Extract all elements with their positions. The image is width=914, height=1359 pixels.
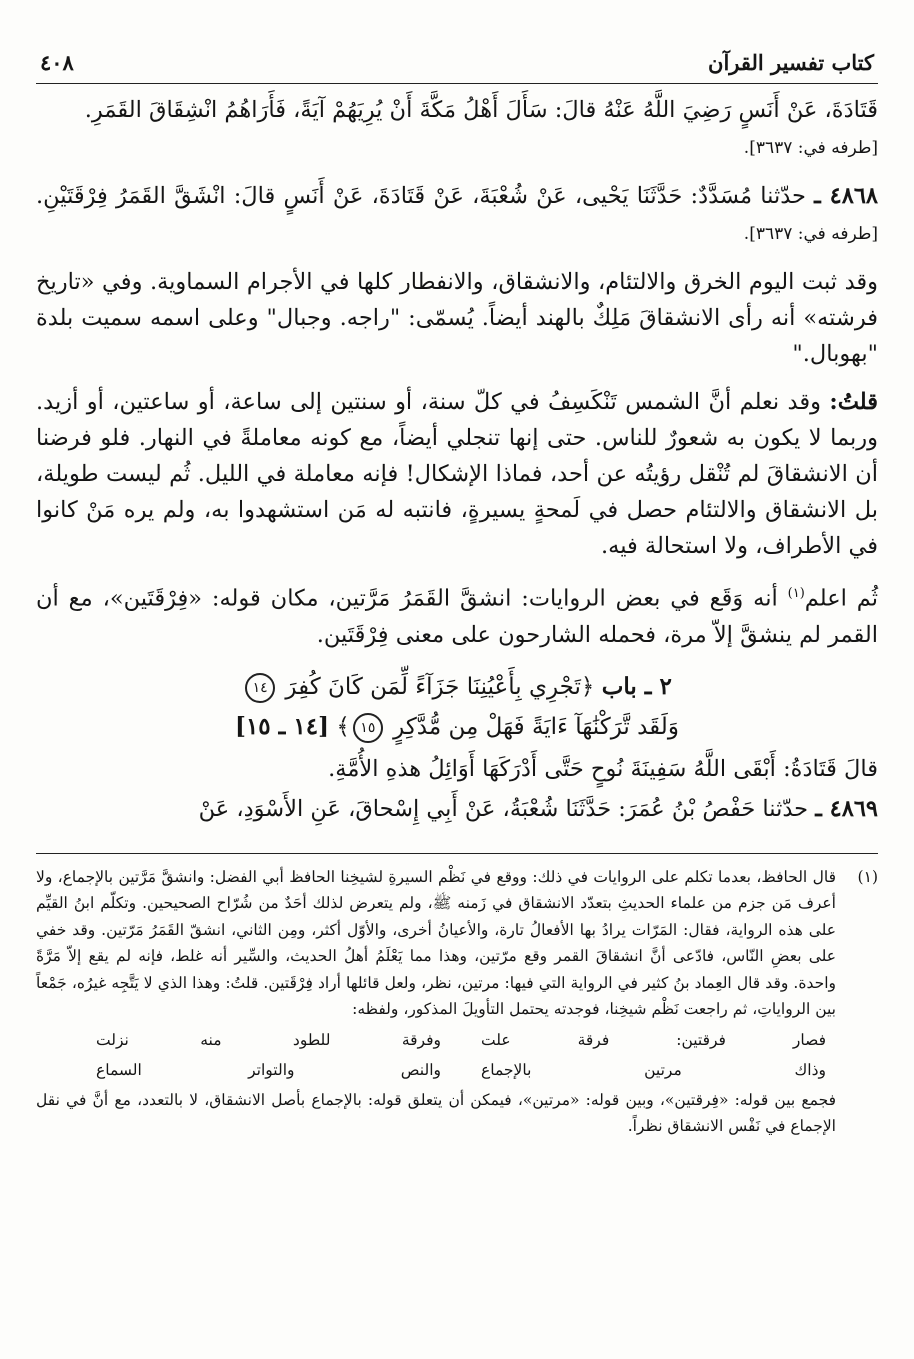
footnote-text: قال الحافظ، بعدما تكلم على الروايات في ذلك: ووقع في نَظْم السيرةِ لشيخِنا الحافظ أبي الفضل: وانشقَّ مَرَّتين بالإجماع، ولا أعرف مَن جزم من علماء الحديثِ بتعدّد الانشقاق في زَمنه ﷺ، ولم يتعرض لذلك أحَدٌ من شُرّاح الصحيحين. وتكلّم ابنُ القيِّم على هذه الرواية، فقال: المَرّات يرادُ بها الأفعالُ تارة، والأعيانُ أخرى، والأوّل أكثر، ومِن الثاني، انشقّ القَمَرُ مَرّتين. وقد خفي على بعضِ النّاس، فادّعى أنَّ انشقاقَ القمر وقع مرّتين، وهذا مما يَعْلَمُ أهلُ الحديث، والسِّير أنه غلط، فإنه لم يقع إلاّ مَرَّةً واحدة. وقد قال العِماد بنُ كثير في الرواية التي فيها: مرتين، نظر، ولعل قائلها أراد فِرْقَتين. قلتُ: وهذا الذي لا يَتَّجِه غيرُه، جَمْعاً بين الرواياتِ، ثم راجعت نَظْم شيخِنا، فوجدته يحتمل التأويلَ المذكور، ولفظه:	[36, 867, 836, 1018]
commentary-text: وقد نعلم أنَّ الشمس تَنْكَسِفُ في كلّ سنة، أو سنتين إلى ساعة، أو ساعتين، أو أزيد. وربما لا يكون به شعورٌ للناس. حتى إنها تنجلي أيضاً، مع كونه معاملةً في النهار. فلو فرضنا أن الانشقاقَ لم تُنْقل رؤيتُه عن أحد، فماذا الإشكال! فإنه معاملة في الليل. ثُم ليست طويلة، بل الانشقاق والالتئام حصل في لَمحةٍ يسيرةٍ، فانتبه له مَن استشهدوا به، ولم يره مَنْ كانوا في الأطراف، ولا استحالة فيه.	[36, 389, 878, 559]
cross-reference: [طرفه في: ٣٦٣٧].	[743, 138, 878, 158]
quran-verse: ﴿تَجْرِي بِأَعْيُنِنَا جَزَآءً لِّمَن كَانَ كُفِرَ	[285, 673, 595, 700]
hadith-text: حدّثنا حَفْصُ بْنُ عُمَرَ: حَدَّثَنَا شُعْبَةُ، عَنْ أَبِي إِسْحاقَ، عَنِ الأَسْوَدِ، عَنْ	[198, 795, 809, 822]
commentary-paragraph-qultu	[36, 384, 878, 564]
main-text	[36, 92, 878, 827]
footnote-text: فجمع بين قوله: «فِرقتين»، وبين قوله: «مرتين»، فيمكن أن يتعلق قوله: بالإجماع بأصل الانشقاق، لا بالتعدد، مع أنَّ في نقل الإجماع في نَفْس الانشقاق نظراً.	[36, 1090, 836, 1135]
ayah-number-icon: ١٥	[353, 713, 383, 743]
hadith-4869	[36, 791, 878, 827]
hadith-number: ٤٨٦٨ ـ	[814, 183, 878, 209]
footnote-body	[36, 864, 836, 1140]
poem-hemistich: وذاك مرتين بالإجماع	[481, 1060, 826, 1079]
hadith-number: ٤٨٦٩ ـ	[815, 795, 878, 822]
footnote-mark: (١)	[857, 867, 878, 886]
page-number: ٤٠٨	[40, 50, 74, 75]
footnote-divider	[36, 853, 878, 854]
poem-verses	[36, 1023, 836, 1087]
book-page	[36, 50, 878, 1339]
quran-bracket: ﴾	[336, 713, 350, 740]
quran-verse: وَلَقَد تَّرَكْنَٰهَآ ءَايَةً فَهَلْ مِن مُّدَّكِرٍ	[393, 713, 679, 740]
commentary-paragraph	[36, 264, 878, 372]
statement-text: قالَ قَتَادَةُ: أَبْقَى اللَّهُ سَفِينَةَ نُوحٍ حَتَّى أَدْرَكَهَا أَوَائِلُ هذهِ الأُمَّةِ.	[328, 755, 878, 782]
ayah-number-icon: ١٤	[245, 673, 275, 703]
hadith-text: حدّثنا مُسَدَّدٌ: حَدَّثَنَا يَحْيى، عَنْ شُعْبَةَ، عَنْ قَتَادَةَ، عَنْ أَنَسٍ قالَ: انْشَقَّ القَمَرُ فِرْقَتَيْنِ.	[36, 183, 806, 209]
commentary-text: وقد ثبت اليوم الخرق والالتئام، والانشقاق، والانفطار كلها في الأجرام السماوية. وفي «تاريخ فرشته» أنه رأى الانشقاقَ مَلِكٌ بالهند أيضاً. يُسمّى: "راجه. وجبال" وعلى اسمه سميت بلدة "بهوبال."	[36, 269, 878, 367]
poem-hemistich: فصار فرقتين: فرقة علت	[481, 1030, 826, 1049]
paragraph-hadith-continuation	[36, 92, 878, 166]
commentary-text: أنه وَقَع في بعض الروايات: انشقَّ القَمَرُ مَرَّتين، مكان قوله: «فِرْقَتَين»، مع أن القمر لم ينشقَّ إلاّ مرة، فحمله الشارحون على معنى فِرْقَتَين.	[36, 585, 878, 648]
verse-range: [١٤ ـ ١٥]	[235, 712, 330, 740]
hadith-text: قَتَادَةَ، عَنْ أَنَسٍ رَضِيَ اللَّهُ عَنْهُ قالَ: سَأَلَ أَهْلُ مَكَّةَ أَنْ يُرِيَهُمْ آيَةً، فَأَرَاهُمُ انْشِقَاقَ القَمَرِ.	[84, 97, 878, 123]
book-title: كتاب تفسير القرآن	[708, 50, 874, 75]
poem-hemistich: والنص والتواتر السماع	[96, 1060, 441, 1079]
poem-hemistich: وفرقة للطود منه نزلت	[96, 1030, 441, 1049]
page-header	[36, 50, 878, 84]
chapter-label: ٢ ـ باب	[601, 672, 672, 700]
cross-reference: [طرفه في: ٣٦٣٧].	[743, 224, 878, 244]
qultu-lead: قلتُ:	[829, 389, 878, 415]
chapter-heading	[36, 667, 878, 747]
hadith-4868	[36, 178, 878, 252]
footnote-marker[interactable]: (١)	[787, 586, 805, 601]
commentary-paragraph-note	[36, 576, 878, 653]
qatada-statement	[36, 751, 878, 787]
footnote	[36, 864, 878, 1140]
commentary-text: ثُم اعلم	[804, 585, 878, 612]
